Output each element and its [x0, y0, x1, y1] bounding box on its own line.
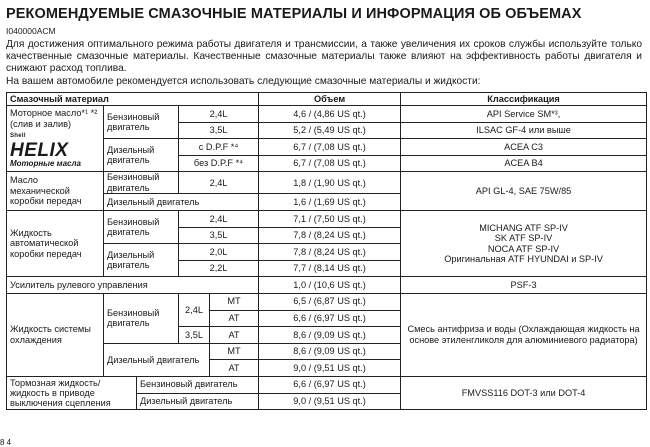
classification-value: API Service SM*³, — [401, 106, 647, 123]
classification-value: ACEA B4 — [401, 155, 647, 172]
header-volume: Объем — [259, 93, 401, 106]
engine-type-petrol: Бензиновый двигатель — [104, 106, 179, 139]
volume-value: 9,0 / (9,51 US qt.) — [259, 393, 401, 410]
volume-value: 7,1 / (7,50 US qt.) — [259, 210, 401, 227]
logo-word: HELIX — [10, 139, 69, 161]
volume-value: 6,6 / (6,97 US qt.) — [259, 310, 401, 327]
gearbox-type: MT — [210, 343, 259, 360]
volume-value: 9,0 / (9,51 US qt.) — [259, 360, 401, 377]
dpf-option: без D.P.F *⁴ — [179, 155, 259, 172]
table-row — [7, 210, 647, 227]
engine-size: 2,2L — [179, 260, 259, 277]
atf-class: Оригинальная ATF HYUNDAI и SP-IV — [444, 254, 603, 265]
volume-value: 1,8 / (1,90 US qt.) — [259, 172, 401, 194]
table-row — [7, 172, 647, 194]
header-row — [7, 93, 647, 106]
atf-class: SK ATF SP-IV — [494, 233, 553, 244]
coolant-class: основе этиленгликоля для алюминиевого радиатора) — [409, 334, 638, 345]
volume-value: 7,8 / (8,24 US qt.) — [259, 227, 401, 244]
gearbox-type: MT — [210, 293, 259, 310]
engine-type-petrol: Бензиновый двигатель — [137, 376, 259, 393]
table-row — [7, 293, 647, 310]
logo-sub: Моторные масла — [10, 158, 81, 168]
intro-paragraph: Для достижения оптимального режима работы двигателя и трансмиссии, а также увеличения их сроков службы используйте только качественные смазочные материалы. Качественные смазочные материалы также влияют на эффективность работы двигателя и снижают расход топлива. — [6, 39, 642, 74]
intro-sentence: На вашем автомобиле рекомендуется использовать следующие смазочные материалы и жидкости: — [6, 76, 481, 87]
volume-value: 7,7 / (8,14 US qt.) — [259, 260, 401, 277]
engine-type-diesel: Дизельный двигатель — [104, 194, 259, 211]
classification-value — [401, 293, 647, 376]
volume-value: 1,0 / (10,6 US qt.) — [259, 277, 401, 294]
header-lubricant: Смазочный материал — [7, 93, 259, 106]
volume-value: 8,6 / (9,09 US qt.) — [259, 327, 401, 344]
engine-type-petrol: Бензиновый двигатель — [104, 172, 179, 194]
section-code: I040000ACM — [6, 26, 56, 36]
engine-size: 3,5L — [179, 122, 259, 139]
volume-value: 6,7 / (7,08 US qt.) — [259, 139, 401, 156]
gearbox-type: AT — [210, 360, 259, 377]
classification-value: PSF-3 — [401, 277, 647, 294]
lubricants-table — [6, 92, 647, 410]
engine-size: 3,5L — [179, 327, 210, 344]
engine-type-diesel: Дизельный двигатель — [104, 139, 179, 172]
engine-type-diesel: Дизельный двигатель — [104, 244, 179, 277]
engine-type-diesel: Дизельный двигатель — [137, 393, 259, 410]
volume-value: 4,6 / (4,86 US qt.) — [259, 106, 401, 123]
volume-value: 5,2 / (5,49 US qt.) — [259, 122, 401, 139]
engine-type-petrol: Бензиновый двигатель — [104, 293, 179, 343]
gearbox-type: AT — [210, 310, 259, 327]
engine-size: 2,4L — [179, 293, 210, 326]
engine-type-diesel: Дизельный двигатель — [104, 343, 210, 376]
steering-label: Усилитель рулевого управления — [7, 277, 259, 294]
engine-oil-label: Моторное масло*¹ *² (слив и залив) — [10, 108, 98, 129]
table-row — [7, 376, 647, 393]
header-classification: Классификация — [401, 93, 647, 106]
gearbox-type: AT — [210, 327, 259, 344]
engine-oil-cell — [7, 106, 104, 172]
engine-size: 2,4L — [179, 210, 259, 227]
classification-value: FMVSS116 DOT-3 или DOT-4 — [401, 376, 647, 409]
manual-label: Масло механической коробки передач — [7, 172, 104, 211]
volume-value: 7,8 / (8,24 US qt.) — [259, 244, 401, 261]
engine-size: 2,4L — [179, 172, 259, 194]
table-row — [7, 277, 647, 294]
auto-label: Жидкость автоматической коробки передач — [7, 210, 104, 276]
shell-helix-logo — [10, 131, 81, 169]
classification-value — [401, 210, 647, 276]
volume-value: 6,5 / (6,87 US qt.) — [259, 293, 401, 310]
brake-label: Тормозная жидкость/ жидкость в приводе выключения сцепления — [7, 376, 137, 409]
engine-size: 3,5L — [179, 227, 259, 244]
coolant-class: Смесь антифриза и воды (Охлаждающая жидкость на — [407, 324, 640, 335]
classification-value: API GL-4, SAE 75W/85 — [401, 172, 647, 211]
engine-size: 2,0L — [179, 244, 259, 261]
engine-type-petrol: Бензиновый двигатель — [104, 210, 179, 243]
volume-value: 6,6 / (6,97 US qt.) — [259, 376, 401, 393]
cooling-label: Жидкость системы охлаждения — [7, 293, 104, 376]
logo-brand: Shell — [10, 133, 26, 139]
table-row — [7, 106, 647, 123]
volume-value: 8,6 / (9,09 US qt.) — [259, 343, 401, 360]
atf-class: NOCA ATF SP-IV — [487, 243, 560, 254]
page-number: 8 4 — [0, 438, 12, 447]
page-title: РЕКОМЕНДУЕМЫЕ СМАЗОЧНЫЕ МАТЕРИАЛЫ И ИНФОРМАЦИЯ ОБ ОБЪЕМАХ — [6, 6, 582, 22]
atf-class: MICHANG ATF SP-IV — [479, 222, 568, 233]
dpf-option: с D.P.F *⁴ — [179, 139, 259, 156]
volume-value: 6,7 / (7,08 US qt.) — [259, 155, 401, 172]
classification-value: ILSAC GF-4 или выше — [401, 122, 647, 139]
engine-size: 2,4L — [179, 106, 259, 123]
classification-value: ACEA C3 — [401, 139, 647, 156]
volume-value: 1,6 / (1,69 US qt.) — [259, 194, 401, 211]
